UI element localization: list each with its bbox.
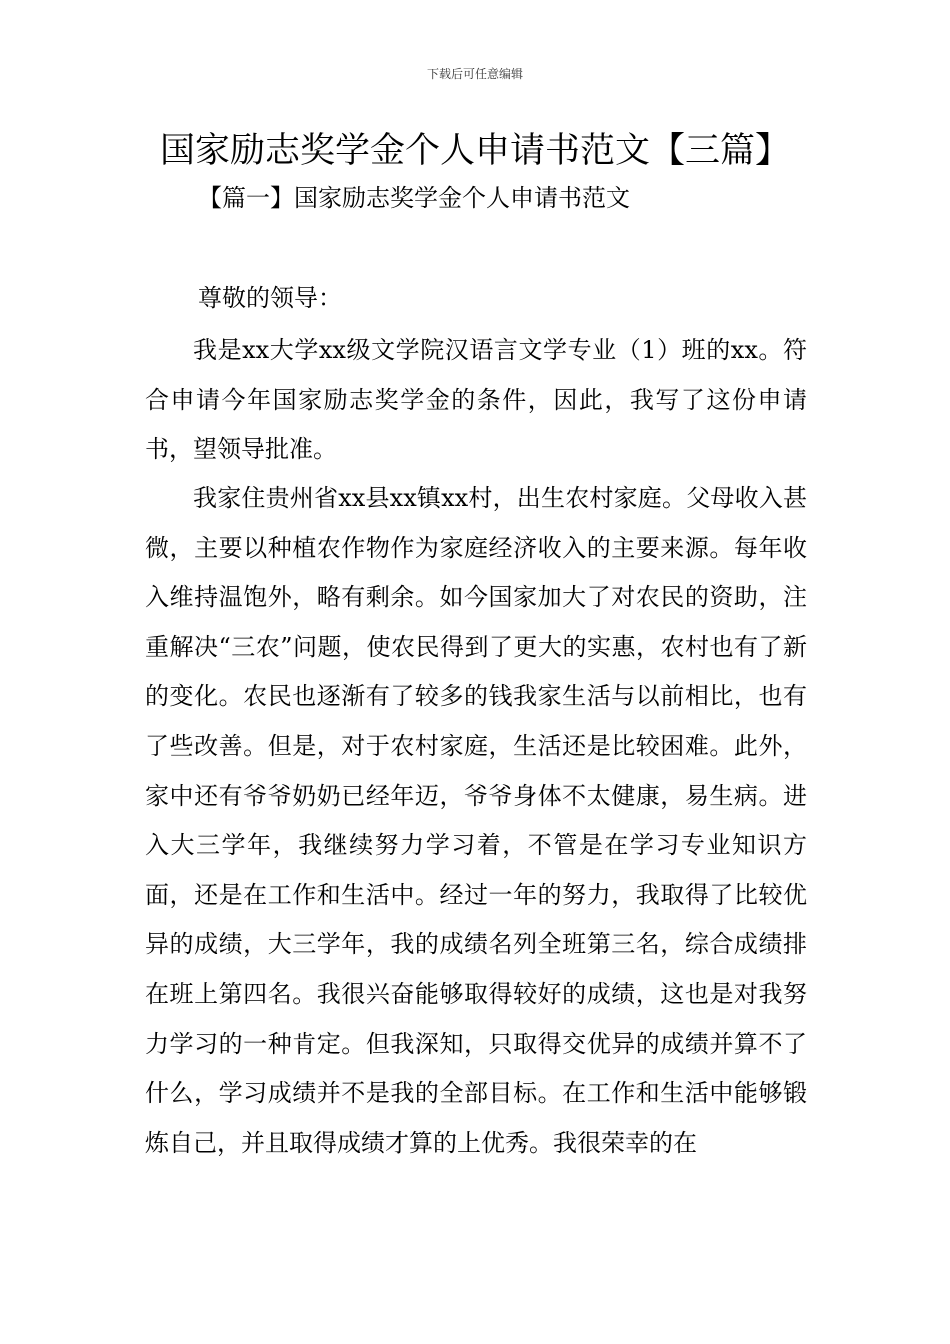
section-subtitle: 【篇一】国家励志奖学金个人申请书范文 (198, 184, 630, 212)
header-note: 下载后可任意编辑 (426, 67, 523, 81)
body-section-2 (145, 474, 807, 1168)
body-section-1 (145, 326, 807, 475)
paragraph-introduction: 我是xx大学xx级文学院汉语言文学专业（1）班的xx。符合申请今年国家励志奖学金的条件，因此，我写了这份申请书，望领导批准。 (145, 336, 807, 464)
salutation: 尊敬的领导： (198, 284, 342, 312)
paragraph-family-background: 我家住贵州省xx县xx镇xx村，出生农村家庭。父母收入甚微，主要以种植农作物作为家庭经济收入的主要来源。每年收入维持温饱外，略有剩余。如今国家加大了对农民的资助，注重解决“三农”问题，使农民得到了更大的实惠，农村也有了新的变化。农民也逐渐有了较多的钱我家生活与以前相比，也有了些改善。但是，对于农村家庭，生活还是比较困难。此外，家中还有爷爷奶奶已经年迈，爷爷身体不太健康，易生病。进入大三学年，我继续努力学习着，不管是在学习专业知识方面，还是在工作和生活中。经过一年的努力，我取得了比较优异的成绩，大三学年，我的成绩名列全班第三名，综合成绩排在班上第四名。我很兴奋能够取得较好的成绩，这也是对我努力学习的一种肯定。但我深知，只取得交优异的成绩并算不了什么，学习成绩并不是我的全部目标。在工作和生活中能够锻炼自己，并且取得成绩才算的上优秀。我很荣幸的在 (145, 484, 807, 1157)
document-title: 国家励志奖学金个人申请书范文【三篇】 (159, 131, 790, 171)
